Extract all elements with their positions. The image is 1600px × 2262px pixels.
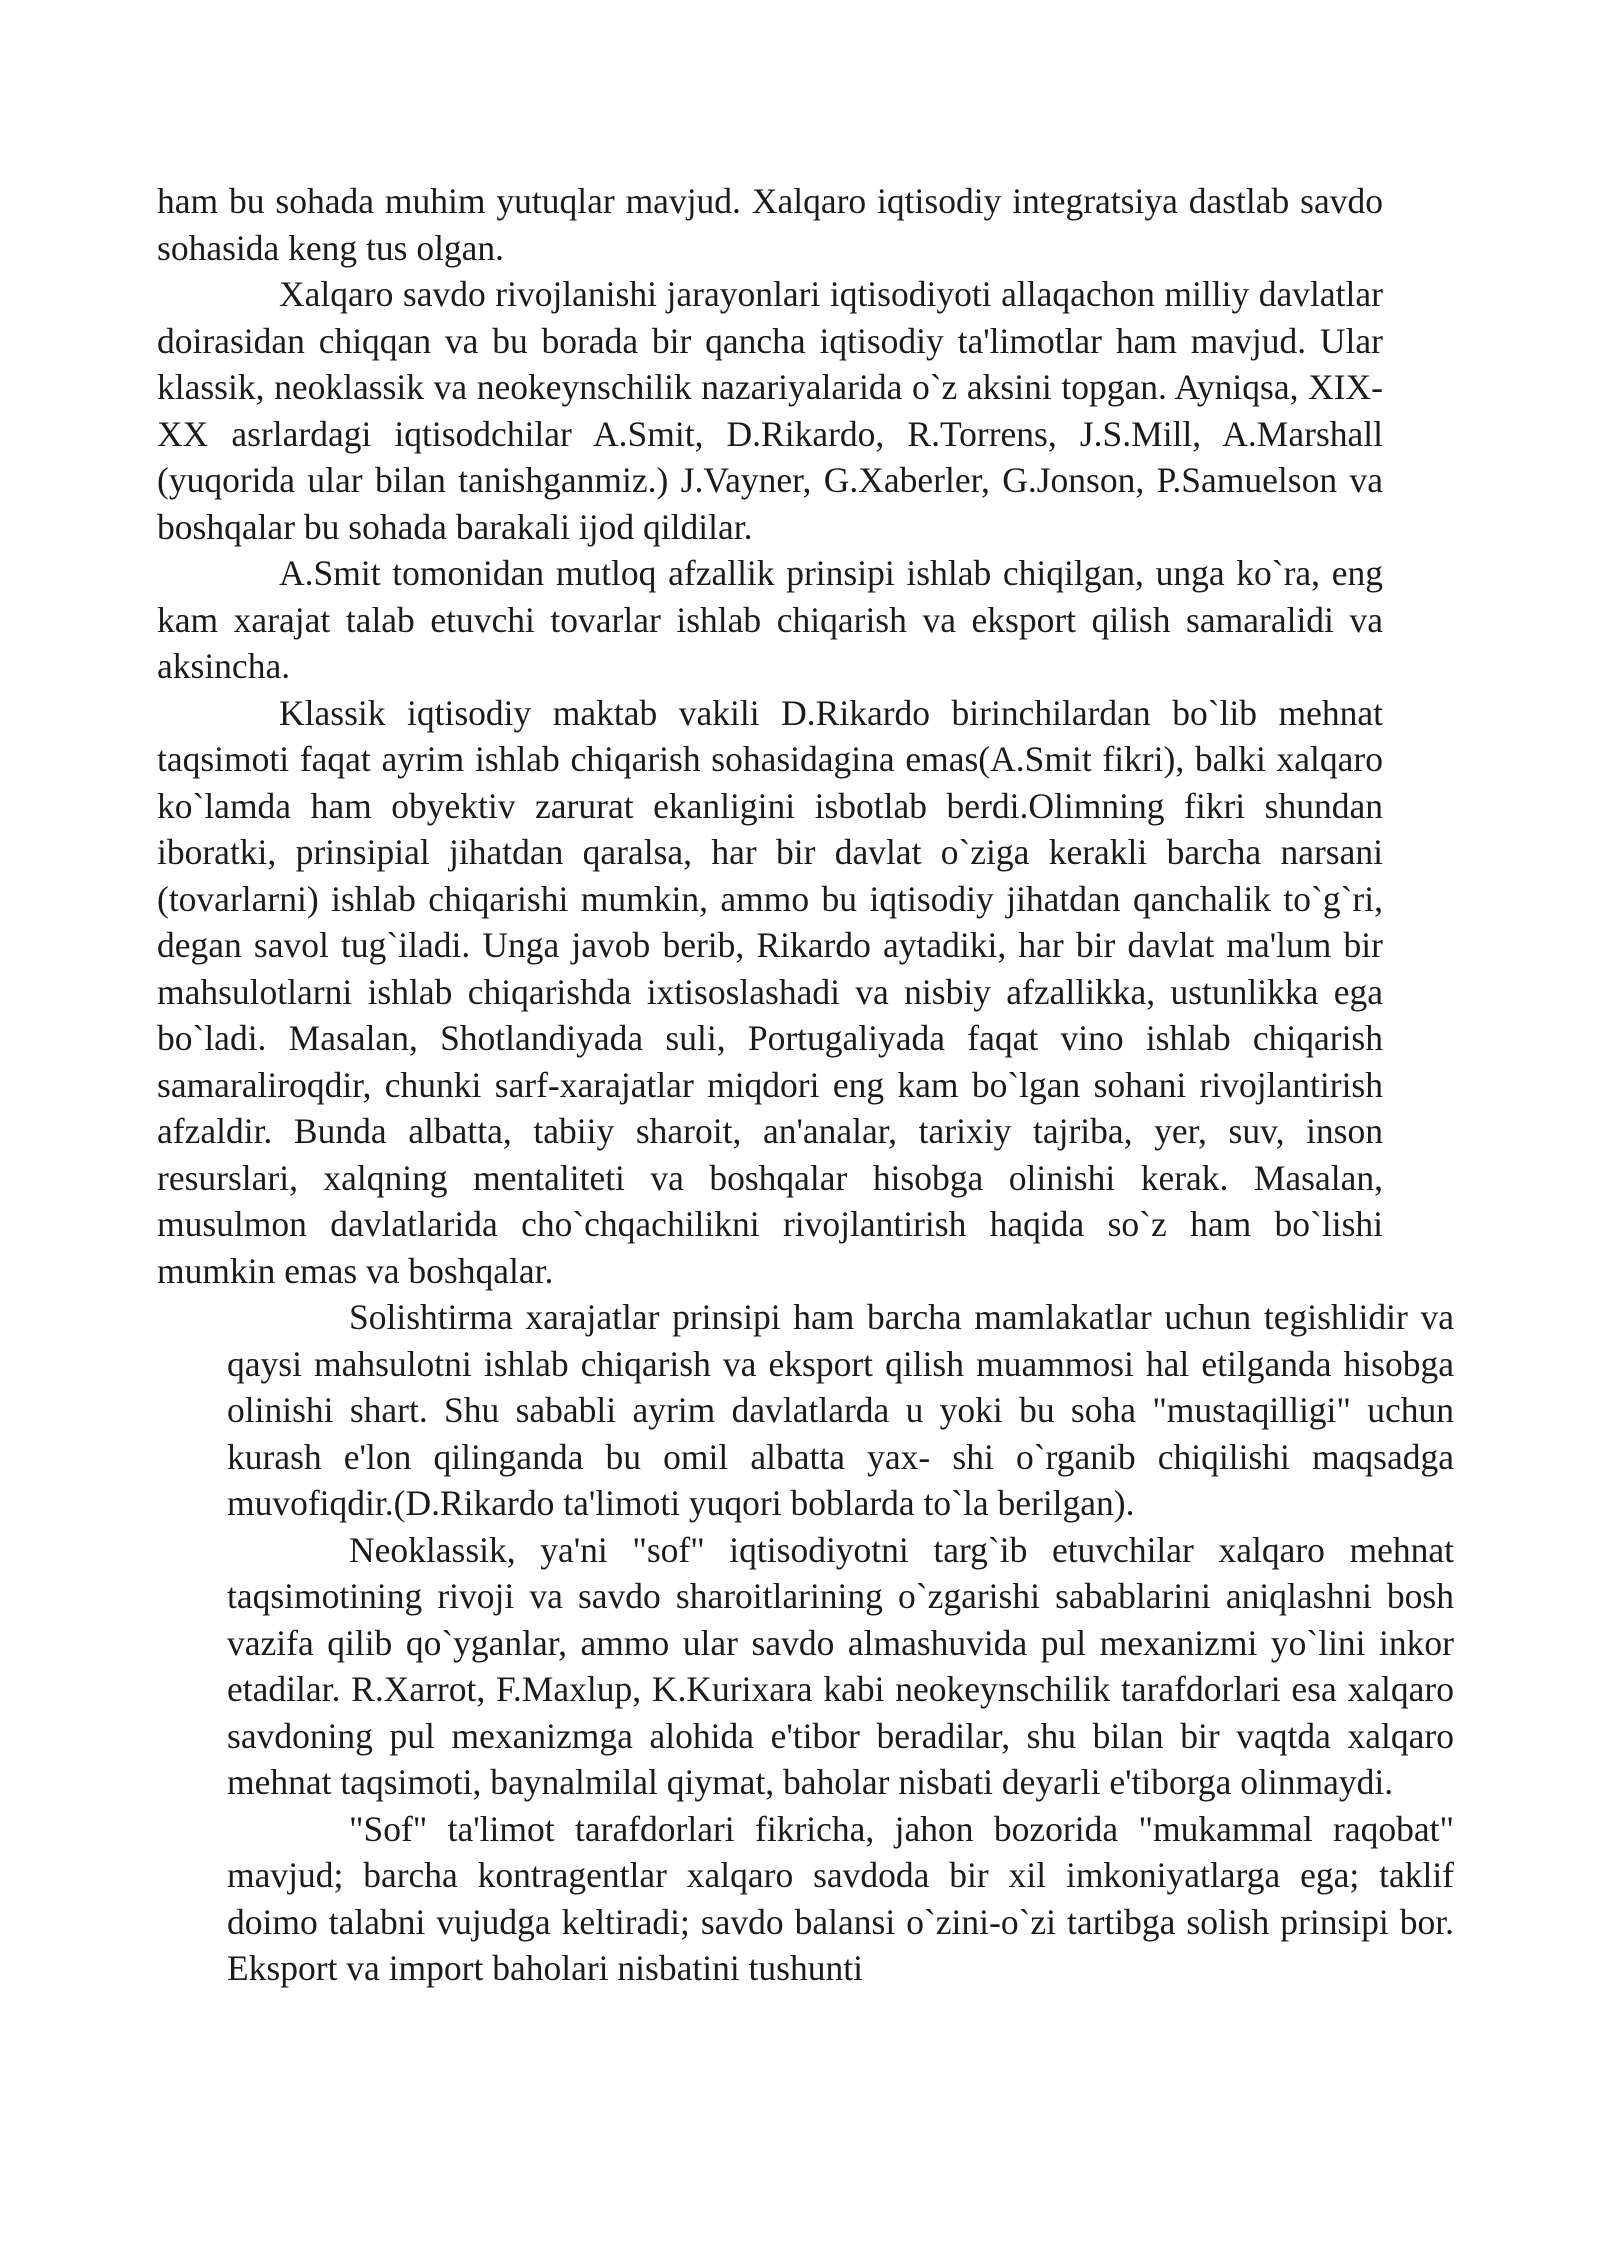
text-block-lower xyxy=(227,1294,1454,1992)
paragraph-pure-theory: "Sof" ta'limot tarafdorlari fikricha, jahon bozorida "mukammal raqobat" mavjud; barcha kontragentlar xalqaro savdoda bir xil imkoniyatlarga ega; taklif doimo talabni vujudga keltiradi; savdo balansi o`zini-o`zi tartibga solish prinsipi bor. Eksport va import baholari nisbatini tushunti xyxy=(227,1808,1454,1988)
paragraph-continuation: ham bu sohada muhim yutuqlar mavjud. Xalqaro iqtisodiy integratsiya dastlab savdo sohasida keng tus olgan. xyxy=(157,181,1383,268)
paragraph-rikardo: Klassik iqtisodiy maktab vakili D.Rikardo birinchilardan bo`lib mehnat taqsimoti faqat ayrim ishlab chiqarish sohasidagina emas(A.Smit fikri), balki xalqaro ko`lamda ham obyektiv zarurat ekanligini isbotlab berdi.Olimning fikri shundan iboratki, prinsipial jihatdan qaralsa, har bir davlat o`ziga kerakli barcha narsani (tovarlarni) ishlab chiqarishi mumkin, ammo bu iqtisodiy jihatdan qanchalik to`g`ri, degan savol tug`iladi. Unga javob berib, Rikardo aytadiki, har bir davlat ma'lum bir mahsulotlarni ishlab chiqarishda ixtisoslashadi va nisbiy afzallikka, ustunlikka ega bo`ladi. Masalan, Shotlandiyada suli, Portugaliyada faqat vino ishlab chiqarish samaraliroqdir, chunki sarf-xarajatlar miqdori eng kam bo`lgan sohani rivojlantirish afzaldir. Bunda albatta, tabiiy sharoit, an'analar, tarixiy tajriba, yer, suv, inson resurslari, xalqning mentaliteti va boshqalar hisobga olinishi kerak. Masalan, musulmon davlatlarida cho`chqachilikni rivojlantirish haqida so`z ham bo`lishi mumkin emas va boshqalar. xyxy=(157,692,1383,1291)
paragraph-absolute-advantage: A.Smit tomonidan mutloq afzallik prinsipi ishlab chiqilgan, unga ko`ra, eng kam xarajat talab etuvchi tovarlar ishlab chiqarish va eksport qilish samaralidi va aksincha. xyxy=(157,553,1383,686)
paragraph-trade-theories: Xalqaro savdo rivojlanishi jarayonlari iqtisodiyoti allaqachon milliy davlatlar doirasidan chiqqan va bu borada bir qancha iqtisodiy ta'limotlar ham mavjud. Ular klassik, neoklassik va neokeynschilik nazariyalarida o`z aksini topgan. Ayniqsa, XIX-XX asrlardagi iqtisodchilar A.Smit, D.Rikardo, R.Torrens, J.S.Mill, A.Marshall (yuqorida ular bilan tanishganmiz.) J.Vayner, G.Xaberler, G.Jonson, P.Samuelson va boshqalar bu sohada barakali ijod qildilar. xyxy=(157,274,1383,547)
paragraph-neoclassical: Neoklassik, ya'ni "sof" iqtisodiyotni targ`ib etuvchilar xalqaro mehnat taqsimotining rivoji va savdo sharoitlarining o`zgarishi sabablarini aniqlashni bosh vazifa qilib qo`yganlar, ammo ular savdo almashuvida pul mexanizmi yo`lini inkor etadilar. R.Xarrot, F.Maxlup, K.Kurixara kabi neokeynschilik tarafdorlari esa xalqaro savdoning pul mexanizmga alohida e'tibor beradilar, shu bilan bir vaqtda xalqaro mehnat taqsimoti, baynalmilal qiymat, baholar nisbati deyarli e'tiborga olinmaydi. xyxy=(227,1529,1454,1802)
paragraph-comparative-costs: Solishtirma xarajatlar prinsipi ham barcha mamlakatlar uchun tegishlidir va qaysi mahsulotni ishlab chiqarish va eksport qilish muammosi hal etilganda hisobga olinishi shart. Shu sababli ayrim davlatlarda u yoki bu soha "mustaqilligi" uchun kurash e'lon qilinganda bu omil albatta yax- shi o`rganib chiqilishi maqsadga muvofiqdir.(D.Rikardo ta'limoti yuqori boblarda to`la berilgan). xyxy=(227,1297,1454,1523)
text-block-upper xyxy=(157,178,1383,1294)
